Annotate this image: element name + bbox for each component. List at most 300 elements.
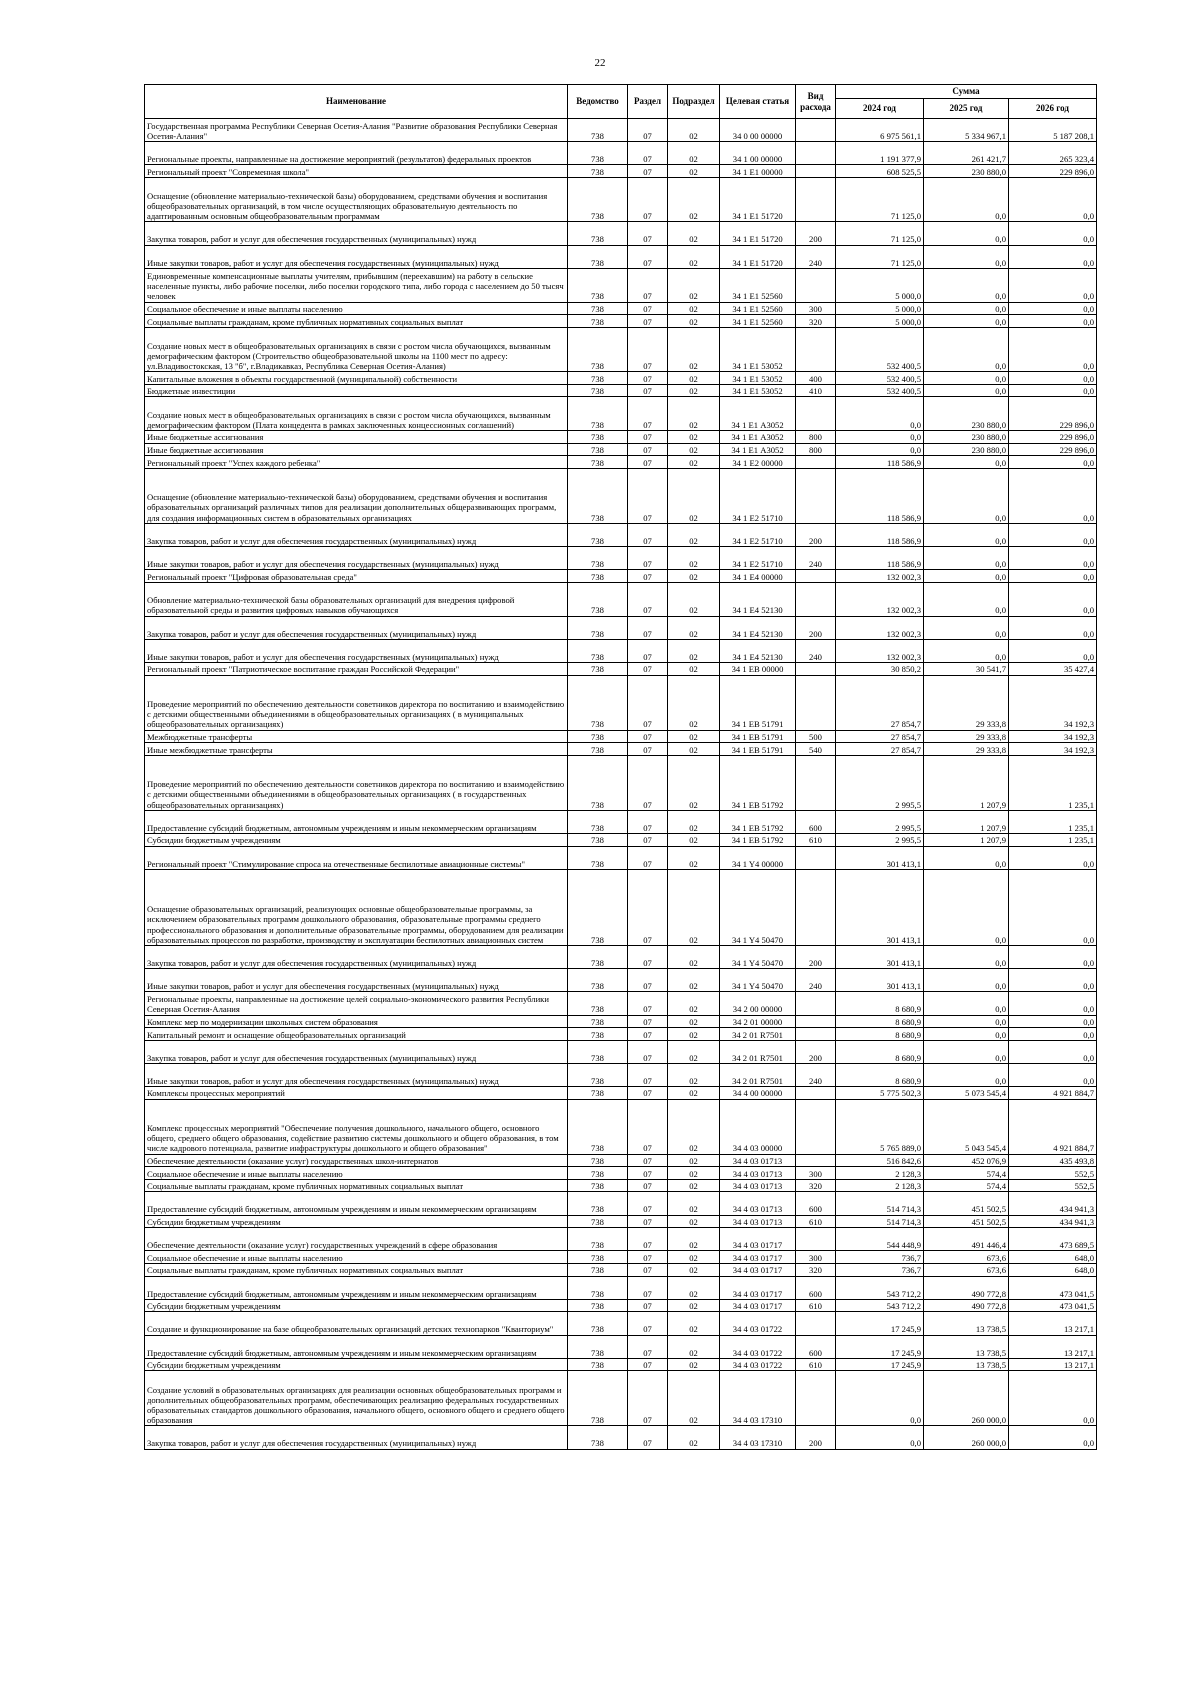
table-row <box>145 1040 1097 1063</box>
row-podrazdel: 02 <box>668 1167 720 1180</box>
row-sum-2024: 516 842,6 <box>836 1154 924 1167</box>
row-podrazdel: 02 <box>668 523 720 546</box>
row-sum-2024: 0,0 <box>836 1426 924 1449</box>
table-row <box>145 730 1097 743</box>
row-expense-type <box>796 268 836 302</box>
row-razdel: 07 <box>628 730 668 743</box>
row-expense-type: 610 <box>796 1358 836 1371</box>
row-target-article: 34 4 03 17310 <box>720 1426 796 1449</box>
row-sum-2026: 229 896,0 <box>1009 443 1097 456</box>
row-sum-2025: 574,4 <box>924 1167 1009 1180</box>
row-name: Закупка товаров, работ и услуг для обеспечения государственных (муниципальных) нужд <box>145 1040 568 1063</box>
row-sum-2024: 5 765 889,0 <box>836 1099 924 1154</box>
row-razdel: 07 <box>628 523 668 546</box>
row-expense-type: 500 <box>796 730 836 743</box>
row-expense-type: 200 <box>796 616 836 639</box>
row-sum-2024: 0,0 <box>836 443 924 456</box>
row-vedomstvo: 738 <box>568 1335 628 1358</box>
row-razdel: 07 <box>628 1179 668 1192</box>
row-razdel: 07 <box>628 663 668 676</box>
row-razdel: 07 <box>628 675 668 730</box>
row-podrazdel: 02 <box>668 1371 720 1426</box>
row-target-article: 34 4 03 01717 <box>720 1228 796 1251</box>
row-sum-2025: 0,0 <box>924 992 1009 1015</box>
row-sum-2025: 452 076,9 <box>924 1154 1009 1167</box>
row-target-article: 34 1 EB 51791 <box>720 730 796 743</box>
row-sum-2026: 0,0 <box>1009 1371 1097 1426</box>
table-row <box>145 142 1097 165</box>
row-razdel: 07 <box>628 1312 668 1335</box>
row-name: Социальное обеспечение и иные выплаты населению <box>145 302 568 315</box>
row-vedomstvo: 738 <box>568 1154 628 1167</box>
table-row <box>145 523 1097 546</box>
table-row <box>145 177 1097 221</box>
row-podrazdel: 02 <box>668 431 720 444</box>
row-vedomstvo: 738 <box>568 456 628 469</box>
row-sum-2026: 229 896,0 <box>1009 431 1097 444</box>
row-sum-2025: 451 502,5 <box>924 1215 1009 1228</box>
row-expense-type: 240 <box>796 245 836 268</box>
row-sum-2024: 8 680,9 <box>836 1063 924 1086</box>
table-row <box>145 431 1097 444</box>
row-expense-type: 610 <box>796 833 836 846</box>
row-podrazdel: 02 <box>668 570 720 583</box>
table-row <box>145 1312 1097 1335</box>
row-razdel: 07 <box>628 1276 668 1299</box>
row-sum-2025: 491 446,4 <box>924 1228 1009 1251</box>
row-expense-type: 540 <box>796 743 836 756</box>
row-name: Субсидии бюджетным учреждениям <box>145 1358 568 1371</box>
row-podrazdel: 02 <box>668 675 720 730</box>
row-target-article: 34 1 00 00000 <box>720 142 796 165</box>
row-vedomstvo: 738 <box>568 755 628 810</box>
row-target-article: 34 1 Y4 50470 <box>720 945 796 968</box>
row-sum-2024: 301 413,1 <box>836 869 924 945</box>
row-vedomstvo: 738 <box>568 1215 628 1228</box>
row-vedomstvo: 738 <box>568 1426 628 1449</box>
row-target-article: 34 2 01 00000 <box>720 1015 796 1028</box>
row-sum-2024: 8 680,9 <box>836 1028 924 1041</box>
row-expense-type: 320 <box>796 315 836 328</box>
table-header <box>145 85 1097 119</box>
row-sum-2025: 0,0 <box>924 570 1009 583</box>
row-sum-2026: 0,0 <box>1009 1063 1097 1086</box>
table-row <box>145 1015 1097 1028</box>
row-sum-2026: 0,0 <box>1009 869 1097 945</box>
row-target-article: 34 1 EB 51792 <box>720 755 796 810</box>
row-name: Субсидии бюджетным учреждениям <box>145 1299 568 1312</box>
row-vedomstvo: 738 <box>568 1087 628 1100</box>
row-podrazdel: 02 <box>668 582 720 616</box>
row-sum-2026: 0,0 <box>1009 945 1097 968</box>
row-sum-2026: 0,0 <box>1009 302 1097 315</box>
table-row <box>145 1087 1097 1100</box>
row-expense-type <box>796 1028 836 1041</box>
row-razdel: 07 <box>628 327 668 371</box>
row-sum-2024: 132 002,3 <box>836 616 924 639</box>
row-sum-2025: 230 880,0 <box>924 397 1009 431</box>
row-sum-2026: 5 187 208,1 <box>1009 119 1097 142</box>
row-name: Закупка товаров, работ и услуг для обеспечения государственных (муниципальных) нужд <box>145 616 568 639</box>
row-sum-2026: 0,0 <box>1009 639 1097 662</box>
row-sum-2026: 434 941,3 <box>1009 1215 1097 1228</box>
row-sum-2025: 490 772,8 <box>924 1276 1009 1299</box>
row-podrazdel: 02 <box>668 1192 720 1215</box>
table-row <box>145 846 1097 869</box>
row-razdel: 07 <box>628 302 668 315</box>
row-sum-2026: 0,0 <box>1009 1040 1097 1063</box>
table-row <box>145 268 1097 302</box>
table-row <box>145 992 1097 1015</box>
row-name: Создание условий в образовательных организациях для реализации основных общеобразовательных программ и дополнительных общеобразовательных программ, обеспечивающих реализацию федеральных государственных образовательных стандартов дошкольного образования, начального общего, основного общего и среднего общего образования <box>145 1371 568 1426</box>
row-name: Оснащение (обновление материально-технической базы) оборудованием, средствами обучения и воспитания образовательных организаций различных типов для реализации дополнительных общеразвивающих программ, для создания информационных систем в образовательных организациях <box>145 468 568 523</box>
row-sum-2026: 0,0 <box>1009 315 1097 328</box>
row-sum-2024: 118 586,9 <box>836 547 924 570</box>
row-name: Обеспечение деятельности (оказание услуг) государственных школ-интернатов <box>145 1154 568 1167</box>
row-sum-2025: 0,0 <box>924 315 1009 328</box>
row-razdel: 07 <box>628 384 668 397</box>
row-expense-type <box>796 846 836 869</box>
row-razdel: 07 <box>628 833 668 846</box>
table-row <box>145 663 1097 676</box>
row-sum-2024: 543 712,2 <box>836 1276 924 1299</box>
row-target-article: 34 4 03 01717 <box>720 1299 796 1312</box>
row-podrazdel: 02 <box>668 245 720 268</box>
row-podrazdel: 02 <box>668 443 720 456</box>
row-sum-2024: 736,7 <box>836 1251 924 1264</box>
row-razdel: 07 <box>628 165 668 178</box>
row-sum-2026: 35 427,4 <box>1009 663 1097 676</box>
row-expense-type: 300 <box>796 302 836 315</box>
row-sum-2026: 229 896,0 <box>1009 165 1097 178</box>
row-sum-2024: 6 975 561,1 <box>836 119 924 142</box>
row-podrazdel: 02 <box>668 372 720 385</box>
row-sum-2026: 0,0 <box>1009 969 1097 992</box>
row-razdel: 07 <box>628 1028 668 1041</box>
row-target-article: 34 4 03 00000 <box>720 1099 796 1154</box>
header-year-2026: 2026 год <box>1009 99 1097 119</box>
header-vedomstvo: Ведомство <box>568 85 628 119</box>
row-sum-2024: 736,7 <box>836 1264 924 1277</box>
table-row <box>145 443 1097 456</box>
row-expense-type <box>796 869 836 945</box>
row-sum-2025: 0,0 <box>924 846 1009 869</box>
row-razdel: 07 <box>628 616 668 639</box>
row-sum-2026: 648,0 <box>1009 1251 1097 1264</box>
row-target-article: 34 4 03 01713 <box>720 1154 796 1167</box>
row-target-article: 34 4 03 01713 <box>720 1167 796 1180</box>
row-sum-2024: 2 995,5 <box>836 810 924 833</box>
row-sum-2025: 13 738,5 <box>924 1335 1009 1358</box>
table-row <box>145 1192 1097 1215</box>
row-sum-2024: 514 714,3 <box>836 1215 924 1228</box>
row-razdel: 07 <box>628 468 668 523</box>
row-sum-2025: 0,0 <box>924 245 1009 268</box>
row-sum-2024: 0,0 <box>836 1371 924 1426</box>
table-row <box>145 119 1097 142</box>
row-expense-type: 610 <box>796 1299 836 1312</box>
row-podrazdel: 02 <box>668 846 720 869</box>
row-podrazdel: 02 <box>668 810 720 833</box>
row-sum-2026: 0,0 <box>1009 846 1097 869</box>
row-target-article: 34 4 03 01722 <box>720 1312 796 1335</box>
row-sum-2024: 30 850,2 <box>836 663 924 676</box>
row-razdel: 07 <box>628 992 668 1015</box>
row-expense-type <box>796 456 836 469</box>
row-expense-type <box>796 755 836 810</box>
table-row <box>145 1276 1097 1299</box>
row-vedomstvo: 738 <box>568 119 628 142</box>
row-podrazdel: 02 <box>668 222 720 245</box>
table-row <box>145 1371 1097 1426</box>
row-expense-type: 300 <box>796 1167 836 1180</box>
row-target-article: 34 1 E1 А3052 <box>720 431 796 444</box>
row-name: Иные закупки товаров, работ и услуг для обеспечения государственных (муниципальных) нужд <box>145 1063 568 1086</box>
row-vedomstvo: 738 <box>568 616 628 639</box>
row-name: Капитальный ремонт и оснащение общеобразовательных организаций <box>145 1028 568 1041</box>
row-name: Иные бюджетные ассигнования <box>145 443 568 456</box>
row-expense-type: 320 <box>796 1179 836 1192</box>
row-sum-2026: 1 235,1 <box>1009 833 1097 846</box>
row-vedomstvo: 738 <box>568 222 628 245</box>
row-sum-2025: 5 043 545,4 <box>924 1099 1009 1154</box>
table-row <box>145 1358 1097 1371</box>
row-name: Бюджетные инвестиции <box>145 384 568 397</box>
row-expense-type <box>796 1312 836 1335</box>
header-expense-type: Вид расхода <box>796 85 836 119</box>
row-razdel: 07 <box>628 268 668 302</box>
row-podrazdel: 02 <box>668 1299 720 1312</box>
row-podrazdel: 02 <box>668 730 720 743</box>
table-row <box>145 384 1097 397</box>
header-target-article: Целевая статья <box>720 85 796 119</box>
row-sum-2026: 0,0 <box>1009 468 1097 523</box>
row-target-article: 34 1 Y4 50470 <box>720 969 796 992</box>
row-vedomstvo: 738 <box>568 1312 628 1335</box>
table-row <box>145 1154 1097 1167</box>
row-sum-2026: 0,0 <box>1009 327 1097 371</box>
row-name: Межбюджетные трансферты <box>145 730 568 743</box>
row-vedomstvo: 738 <box>568 245 628 268</box>
row-sum-2025: 673,6 <box>924 1251 1009 1264</box>
row-razdel: 07 <box>628 1371 668 1426</box>
row-podrazdel: 02 <box>668 1335 720 1358</box>
row-vedomstvo: 738 <box>568 372 628 385</box>
row-target-article: 34 1 E1 53052 <box>720 372 796 385</box>
row-podrazdel: 02 <box>668 1087 720 1100</box>
row-name: Комплексы процессных мероприятий <box>145 1087 568 1100</box>
row-podrazdel: 02 <box>668 1028 720 1041</box>
row-sum-2025: 261 421,7 <box>924 142 1009 165</box>
row-sum-2025: 0,0 <box>924 1040 1009 1063</box>
row-razdel: 07 <box>628 582 668 616</box>
row-vedomstvo: 738 <box>568 397 628 431</box>
row-razdel: 07 <box>628 755 668 810</box>
row-vedomstvo: 738 <box>568 869 628 945</box>
row-sum-2026: 0,0 <box>1009 523 1097 546</box>
row-name: Социальное обеспечение и иные выплаты населению <box>145 1167 568 1180</box>
table-row <box>145 675 1097 730</box>
row-vedomstvo: 738 <box>568 992 628 1015</box>
row-sum-2025: 260 000,0 <box>924 1371 1009 1426</box>
row-target-article: 34 1 E1 51720 <box>720 222 796 245</box>
table-row <box>145 1251 1097 1264</box>
row-name: Капитальные вложения в объекты государственной (муниципальной) собственности <box>145 372 568 385</box>
row-target-article: 34 1 EB 51792 <box>720 833 796 846</box>
row-podrazdel: 02 <box>668 616 720 639</box>
row-podrazdel: 02 <box>668 1063 720 1086</box>
table-row <box>145 397 1097 431</box>
row-podrazdel: 02 <box>668 397 720 431</box>
row-razdel: 07 <box>628 1264 668 1277</box>
row-expense-type: 600 <box>796 1276 836 1299</box>
row-sum-2026: 0,0 <box>1009 177 1097 221</box>
row-target-article: 34 1 E1 А3052 <box>720 397 796 431</box>
row-sum-2024: 71 125,0 <box>836 222 924 245</box>
row-expense-type <box>796 1087 836 1100</box>
row-expense-type <box>796 142 836 165</box>
row-target-article: 34 4 03 01717 <box>720 1276 796 1299</box>
row-sum-2025: 0,0 <box>924 1028 1009 1041</box>
row-name: Создание новых мест в общеобразовательных организациях в связи с ростом числа обучающихся, вызванным демографическим фактором (Строительство общеобразовательной школы на 1100 мест по адресу: ул.Владивостокская, 13 "б", г.Владикавказ, Республика Северная Осетия-Алания) <box>145 327 568 371</box>
row-razdel: 07 <box>628 1358 668 1371</box>
row-sum-2024: 8 680,9 <box>836 1040 924 1063</box>
row-target-article: 34 1 Y4 50470 <box>720 869 796 945</box>
row-target-article: 34 1 E1 52560 <box>720 302 796 315</box>
row-expense-type: 200 <box>796 1040 836 1063</box>
row-sum-2024: 132 002,3 <box>836 582 924 616</box>
row-sum-2026: 0,0 <box>1009 582 1097 616</box>
row-vedomstvo: 738 <box>568 468 628 523</box>
row-sum-2026: 13 217,1 <box>1009 1312 1097 1335</box>
row-podrazdel: 02 <box>668 1179 720 1192</box>
row-name: Социальные выплаты гражданам, кроме публичных нормативных социальных выплат <box>145 1264 568 1277</box>
row-vedomstvo: 738 <box>568 730 628 743</box>
row-sum-2024: 2 128,3 <box>836 1179 924 1192</box>
row-name: Комплекс процессных мероприятий "Обеспечение получения дошкольного, начального общего, основного общего, среднего общего образования, содействие развитию системы дошкольного и общего образования, в том числе кадрового потенциала, развитие инфраструктуры дошкольного и общего образования" <box>145 1099 568 1154</box>
row-expense-type <box>796 675 836 730</box>
table-row <box>145 869 1097 945</box>
row-sum-2024: 301 413,1 <box>836 846 924 869</box>
header-podrazdel: Подраздел <box>668 85 720 119</box>
row-vedomstvo: 738 <box>568 1228 628 1251</box>
row-expense-type: 240 <box>796 969 836 992</box>
table-row <box>145 616 1097 639</box>
row-sum-2026: 648,0 <box>1009 1264 1097 1277</box>
row-name: Региональный проект "Патриотическое воспитание граждан Российской Федерации" <box>145 663 568 676</box>
table-row <box>145 743 1097 756</box>
row-sum-2025: 0,0 <box>924 327 1009 371</box>
row-expense-type <box>796 582 836 616</box>
row-razdel: 07 <box>628 372 668 385</box>
row-vedomstvo: 738 <box>568 1299 628 1312</box>
row-expense-type: 400 <box>796 372 836 385</box>
row-name: Субсидии бюджетным учреждениям <box>145 833 568 846</box>
row-razdel: 07 <box>628 315 668 328</box>
row-name: Иные закупки товаров, работ и услуг для обеспечения государственных (муниципальных) нужд <box>145 639 568 662</box>
row-expense-type <box>796 570 836 583</box>
row-target-article: 34 1 EB 00000 <box>720 663 796 676</box>
row-razdel: 07 <box>628 1099 668 1154</box>
row-razdel: 07 <box>628 1228 668 1251</box>
row-expense-type: 200 <box>796 523 836 546</box>
row-sum-2024: 514 714,3 <box>836 1192 924 1215</box>
page-number: 22 <box>594 57 606 69</box>
row-target-article: 34 2 00 00000 <box>720 992 796 1015</box>
row-razdel: 07 <box>628 245 668 268</box>
row-sum-2026: 552,5 <box>1009 1167 1097 1180</box>
row-sum-2024: 17 245,9 <box>836 1335 924 1358</box>
row-podrazdel: 02 <box>668 663 720 676</box>
row-target-article: 34 1 E1 52560 <box>720 268 796 302</box>
row-sum-2024: 5 000,0 <box>836 268 924 302</box>
row-vedomstvo: 738 <box>568 1192 628 1215</box>
row-expense-type <box>796 327 836 371</box>
row-expense-type <box>796 468 836 523</box>
row-podrazdel: 02 <box>668 177 720 221</box>
row-target-article: 34 2 01 R7501 <box>720 1063 796 1086</box>
row-target-article: 34 1 E4 52130 <box>720 582 796 616</box>
row-podrazdel: 02 <box>668 119 720 142</box>
row-sum-2025: 0,0 <box>924 372 1009 385</box>
row-expense-type <box>796 663 836 676</box>
row-vedomstvo: 738 <box>568 327 628 371</box>
row-razdel: 07 <box>628 177 668 221</box>
row-sum-2026: 473 041,5 <box>1009 1299 1097 1312</box>
table-row <box>145 1167 1097 1180</box>
row-vedomstvo: 738 <box>568 1063 628 1086</box>
row-name: Обновление материально-технической базы образовательных организаций для внедрения цифровой образовательной среды и развития цифровых навыков обучающихся <box>145 582 568 616</box>
row-podrazdel: 02 <box>668 869 720 945</box>
row-sum-2024: 5 775 502,3 <box>836 1087 924 1100</box>
table-row <box>145 1264 1097 1277</box>
row-name: Региональный проект "Цифровая образовательная среда" <box>145 570 568 583</box>
row-sum-2026: 473 689,5 <box>1009 1228 1097 1251</box>
row-target-article: 34 2 01 R7501 <box>720 1040 796 1063</box>
row-vedomstvo: 738 <box>568 1358 628 1371</box>
row-vedomstvo: 738 <box>568 268 628 302</box>
row-sum-2026: 229 896,0 <box>1009 397 1097 431</box>
row-name: Иные закупки товаров, работ и услуг для обеспечения государственных (муниципальных) нужд <box>145 547 568 570</box>
row-razdel: 07 <box>628 1015 668 1028</box>
row-name: Предоставление субсидий бюджетным, автономным учреждениям и иным некоммерческим организациям <box>145 1192 568 1215</box>
row-vedomstvo: 738 <box>568 663 628 676</box>
row-target-article: 34 1 E1 51720 <box>720 245 796 268</box>
table-row <box>145 969 1097 992</box>
row-sum-2025: 260 000,0 <box>924 1426 1009 1449</box>
row-vedomstvo: 738 <box>568 1276 628 1299</box>
row-target-article: 34 1 E2 51710 <box>720 468 796 523</box>
row-sum-2025: 451 502,5 <box>924 1192 1009 1215</box>
row-sum-2024: 301 413,1 <box>836 969 924 992</box>
row-podrazdel: 02 <box>668 1251 720 1264</box>
row-target-article: 34 1 E1 51720 <box>720 177 796 221</box>
row-name: Региональный проект "Успех каждого ребенка" <box>145 456 568 469</box>
row-target-article: 34 1 E4 52130 <box>720 616 796 639</box>
row-name: Проведение мероприятий по обеспечению деятельности советников директора по воспитанию и взаимодействию с детскими общественными объединениями в общеобразовательных организациях ( в государственных общеобразовательных организациях) <box>145 755 568 810</box>
row-sum-2025: 0,0 <box>924 268 1009 302</box>
row-razdel: 07 <box>628 1426 668 1449</box>
row-target-article: 34 4 03 01717 <box>720 1264 796 1277</box>
row-vedomstvo: 738 <box>568 1028 628 1041</box>
table-row <box>145 302 1097 315</box>
row-sum-2026: 4 921 884,7 <box>1009 1087 1097 1100</box>
row-razdel: 07 <box>628 222 668 245</box>
row-razdel: 07 <box>628 547 668 570</box>
row-sum-2026: 265 323,4 <box>1009 142 1097 165</box>
row-sum-2026: 13 217,1 <box>1009 1358 1097 1371</box>
row-vedomstvo: 738 <box>568 547 628 570</box>
